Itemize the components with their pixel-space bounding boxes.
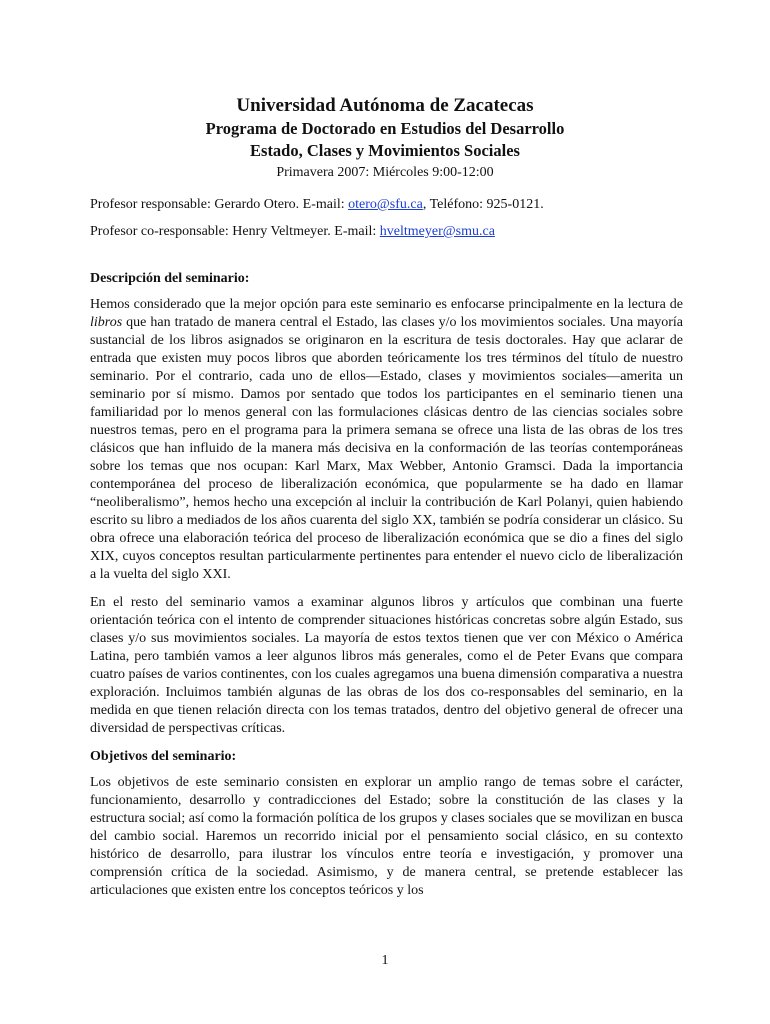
professor-line-1	[90, 196, 690, 214]
paragraph-descripcion-2: En el resto del seminario vamos a examinar algunos libros y artículos que combinan una fuerte orientación teórica con el intento de comprender situaciones históricas concretas sobre algún Estado, sus clases y/o sus movimientos sociales. La mayoría de estos textos tienen que ver con México o América Latina, pero también vamos a leer algunos libros más generales, como el de Peter Evans que compara cuatro países de varios continentes, con los cuales agregamos una buena dimensión comparativa a nuestra exploración. Incluimos también algunas de las obras de los dos co-responsables del seminario, en la medida en que tienen relación directa con los temas tratados, dentro del objetivo general de ofrecer una diversidad de perspectivas críticas.	[90, 595, 683, 736]
emphasis-libros: libros	[90, 315, 123, 330]
paragraph-objetivos-1: Los objetivos de este seminario consisten en explorar un amplio rango de temas sobre el carácter, funcionamiento, desarrollo y contradicciones del Estado; sobre la constitución de las clases y la estructura social; así como la formación política de los grupos y clases sociales que se movilizan en busca del cambio social. Haremos un recorrido inicial por el pensamiento social clásico, en su contexto histórico de desarrollo, para ilustrar los vínculos entre teoría e investigación, y promover una comprensión crítica de la sociedad. Asimismo, y de manera central, se pretende establecer las articulaciones que existen entre los conceptos teóricos y los	[90, 775, 683, 898]
section-heading-descripcion: Descripción del seminario:	[90, 271, 250, 286]
university-title: Universidad Autónoma de Zacatecas	[236, 95, 534, 116]
program-title: Programa de Doctorado en Estudios del Desarrollo	[205, 119, 565, 138]
professor-1-email-link[interactable]: otero@sfu.ca	[348, 197, 423, 212]
course-title: Estado, Clases y Movimientos Sociales	[250, 141, 520, 160]
paragraph-descripcion-1: Hemos considerado que la mejor opción para este seminario es enfocarse principalmente en la lectura de libros que han tratado de manera central el Estado, las clases y/o los movimientos sociales. Una mayoría sustancial de los libros asignados se originaron en la escritura de tesis doctorales. Hay que aclarar de entrada que existen muy pocos libros que aborden teóricamente los tres términos del título de nuestro seminario. Por el contrario, cada uno de ellos—Estado, clases y movimientos sociales—amerita un seminario por sí mismo. Damos por sentado que todos los participantes en el seminario tienen una familiaridad por lo menos general con las formulaciones clásicas dentro de las ciencias sociales sobre nuestros temas, pero en el programa para la primera semana se ofrece una lista de las obras de los tres clásicos que han influido de la manera más decisiva en la conformación de las teorías contemporáneas sobre los temas que nos ocupan: Karl Marx, Max Webber, Antonio Gramsci. Dada la importancia contemporánea del proceso de liberalización económica, que popularmente se ha dado en llamar “neoliberalismo”, hemos hecho una excepción al incluir la contribución de Karl Polanyi, quien habiendo escrito su libro a mediados de los años cuarenta del siglo XX, también se podría considerar un clásico. Su obra ofrece una elaboración teórica del proceso de liberalización económica que se dio a fines del siglo XIX, cuyos conceptos resultan particularmente pertinentes para entender el nuevo ciclo de liberalización a la vuelta del siglo XXI.	[90, 297, 683, 582]
course-schedule: Primavera 2007: Miércoles 9:00-12:00	[276, 165, 494, 180]
professor-line-2	[90, 223, 690, 241]
professor-1-label: Profesor responsable: Gerardo Otero. E-mail:	[90, 197, 349, 212]
document-body	[90, 270, 683, 910]
page-number: 1	[381, 953, 389, 968]
professor-1-phone: , Teléfono: 925-0121.	[422, 197, 544, 212]
section-heading-objetivos: Objetivos del seminario:	[90, 749, 237, 764]
document-header	[0, 94, 770, 183]
professor-2-email-link[interactable]: hveltmeyer@smu.ca	[379, 224, 495, 239]
professor-2-label: Profesor co-responsable: Henry Veltmeyer. E-mail:	[90, 224, 380, 239]
